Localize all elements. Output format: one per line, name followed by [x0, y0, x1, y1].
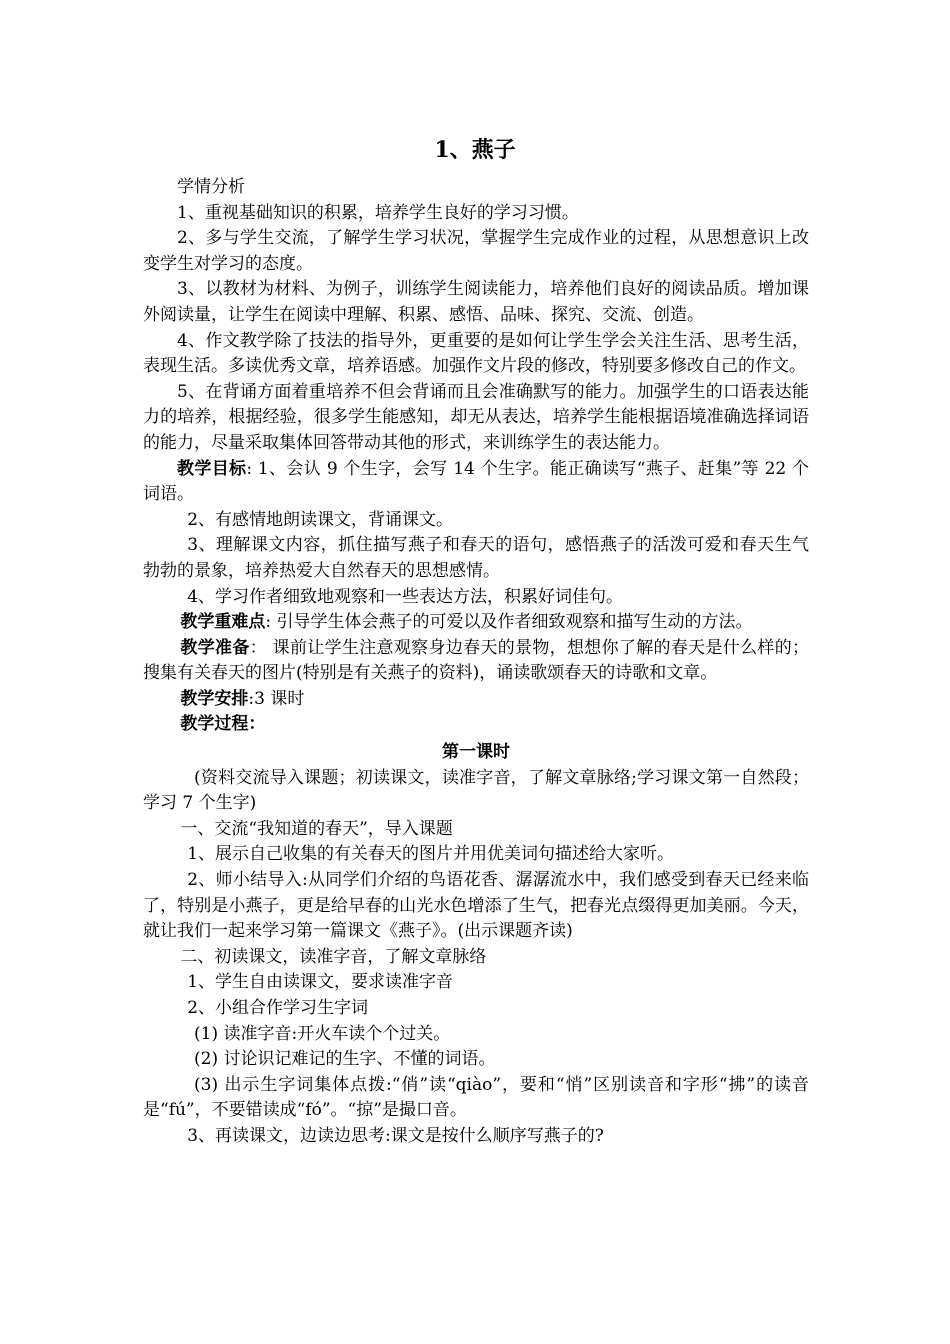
process-colon: ：	[248, 714, 266, 735]
analysis-item-3: 3、以教材为材料、为例子，训练学生阅读能力，培养他们良好的阅读品质。增加课外阅读量，让学生在阅读中理解、积累、感悟、品味、探究、交流、创造。	[143, 279, 809, 325]
analysis-item-1: 1、重视基础知识的积累，培养学生良好的学习习惯。	[177, 202, 579, 223]
process-paragraph	[143, 712, 809, 738]
part1-item-2: 2、师小结导入:从同学们介绍的鸟语花香、潺潺流水中，我们感受到春天已经来临了，特别是小燕子，更是给早春的山光水色增添了生气，把春光点缀得更加美丽。今天，就让我们一起来学习第一篇课文《燕子》。(出示课题齐读)	[143, 870, 809, 942]
part1-item-1: 1、展示自己收集的有关春天的图片并用优美词句描述给大家听。	[187, 844, 675, 865]
goal-item-3: 3、理解课文内容，抓住描写燕子和春天的语句，感悟燕子的活泼可爱和春天生气勃勃的景象，培养热爱大自然春天的思想感情。	[143, 535, 809, 581]
analysis-item-2: 2、多与学生交流，了解学生学习状况，掌握学生完成作业的过程，从思想意识上改变学生对学习的态度。	[143, 228, 809, 274]
prep-paragraph	[143, 636, 809, 687]
goal-item-4: 4、学习作者细致地观察和一些表达方法，积累好词佳句。	[187, 586, 624, 607]
key-paragraph	[143, 610, 809, 636]
section-heading: 学情分析	[177, 177, 245, 197]
goals-first: : 1、会认 9 个生字，会写 14 个生字。能正确读写“燕子、赶集”等 22 个词语。	[143, 458, 809, 505]
part1-title: 一、交流“我知道的春天”，导入课题	[180, 818, 453, 839]
part2-item-3: 3、再读课文，边读边思考:课文是按什么顺序写燕子的?	[187, 1125, 604, 1146]
prep-text: ： 课前让学生注意观察身边春天的景物，想想你了解的春天是什么样的；搜集有关春天的图片(特别是有关燕子的资料)，诵读歌颂春天的诗歌和文章。	[143, 637, 810, 684]
analysis-item-4: 4、作文教学除了技法的指导外，更重要的是如何让学生学会关注生活、思考生活，表现生活。多读优秀文章，培养语感。加强作文片段的修改，特别要多修改自己的作文。	[143, 330, 809, 377]
lesson-title: 第一课时	[442, 742, 510, 763]
key-label: 教学重难点	[180, 612, 266, 633]
goal-item-2: 2、有感情地朗读课文，背诵课文。	[187, 509, 454, 530]
page-title: 1、燕子	[434, 137, 516, 163]
schedule-paragraph	[143, 687, 809, 713]
analysis-item-5: 5、在背诵方面着重培养不但会背诵而且会准确默写的能力。加强学生的口语表达能力的培养，根据经验，很多学生能感知，却无从表达，培养学生能根据语境准确选择词语的能力，尽量采取集体回答带动其他的形式，来训练学生的表达能力。	[143, 381, 809, 453]
key-text: : 引导学生体会燕子的可爱以及作者细致观察和描写生动的方法。	[265, 612, 753, 633]
sub-item-2: (2) 讨论识记难记的生字、不懂的词语。	[194, 1049, 496, 1070]
schedule-label: 教学安排	[180, 688, 249, 709]
part2-item-1: 1、学生自由读课文，要求读准字音	[187, 972, 454, 993]
lesson-intro: (资料交流导入课题；初读课文，读准字音，了解文章脉络;学习课文第一自然段；学习 7 个生字)	[143, 767, 809, 814]
part2-title: 二、初读课文，读准字音，了解文章脉络	[180, 946, 487, 967]
part2-item-2: 2、小组合作学习生字词	[187, 998, 369, 1018]
document-body	[143, 175, 809, 1150]
process-label: 教学过程	[180, 714, 249, 735]
sub-item-1: (1) 读准字音:开火车读个个过关。	[194, 1023, 451, 1044]
prep-label: 教学准备	[180, 637, 250, 658]
goals-paragraph	[143, 457, 809, 508]
schedule-text: :3 课时	[248, 688, 305, 709]
goals-label: 教学目标	[177, 458, 247, 479]
sub-item-3: (3) 出示生字词集体点拨:“俏”读“qiào”，要和“悄”区别读音和字形“拂”的读音是“fú”，不要错读成“fó”。“掠”是撮口音。	[143, 1074, 809, 1121]
